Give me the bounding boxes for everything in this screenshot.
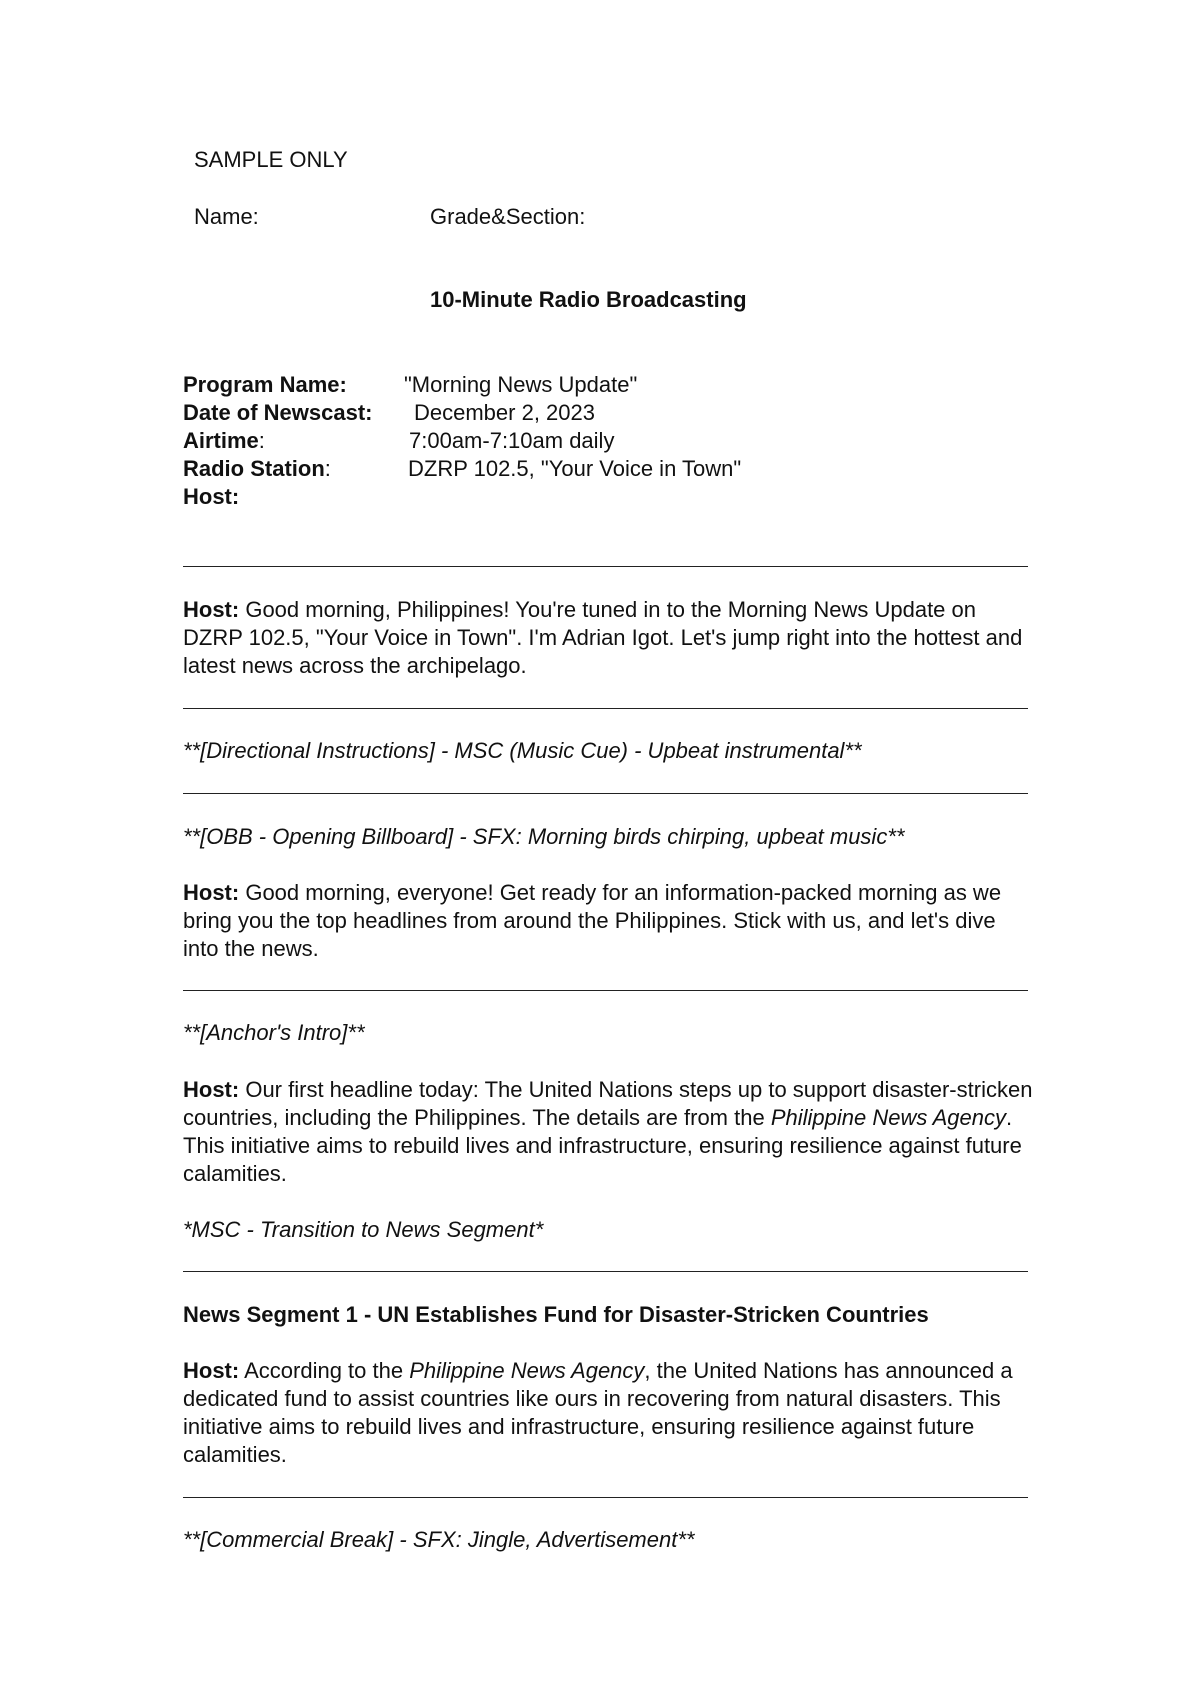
anchor-intro-cue: **[Anchor's Intro]** <box>183 1020 365 1045</box>
host-segment-paragraph <box>183 1357 1033 1469</box>
host-anchor-paragraph <box>183 1076 1033 1188</box>
radio-station-label: Radio Station <box>183 456 325 481</box>
airtime-row-label <box>183 427 265 455</box>
news-segment-title: News Segment 1 - UN Establishes Fund for Disaster-Stricken Countries <box>183 1302 929 1327</box>
airtime-label: Airtime <box>183 428 259 453</box>
grade-section-label: Grade&Section: <box>430 204 586 229</box>
airtime-colon: : <box>258 428 265 453</box>
divider <box>183 566 1028 567</box>
segment-text-part-1: According to the <box>239 1358 410 1383</box>
program-name-label: Program Name: <box>183 372 347 397</box>
source-agency-name: Philippine News Agency <box>770 1105 1007 1130</box>
host-speaker-label: Host: <box>183 1358 240 1383</box>
host-obb-text: Good morning, everyone! Get ready for an information-packed morning as we bring you the top headlines from around the Philippines. Stick with us, and let's dive into the news. <box>183 880 1002 961</box>
anchor-text-part-1: Our first headline today: The United Nations steps up to support disaster-stricken countries, including the Philippines. The details are from the <box>183 1077 1033 1130</box>
host-speaker-label: Host: <box>183 880 240 905</box>
date-of-newscast-label: Date of Newscast: <box>183 400 373 425</box>
divider <box>183 1497 1028 1498</box>
host-speaker-label: Host: <box>183 1077 240 1102</box>
program-name-value: "Morning News Update" <box>404 372 638 397</box>
commercial-break-cue: **[Commercial Break] - SFX: Jingle, Advertisement** <box>183 1527 695 1552</box>
date-of-newscast-value: December 2, 2023 <box>414 400 595 425</box>
opening-billboard-cue: **[OBB - Opening Billboard] - SFX: Morning birds chirping, upbeat music** <box>183 824 905 849</box>
segment-text-part-2: , the United Nations has announced a dedicated fund to assist countries like ours in recovering from natural disasters. This initiative aims to rebuild lives and infrastructure, ensuring resilience against future calamities. <box>183 1358 1013 1467</box>
divider <box>183 793 1028 794</box>
name-label: Name: <box>194 204 259 229</box>
radio-station-value: DZRP 102.5, "Your Voice in Town" <box>408 456 742 481</box>
transition-cue: *MSC - Transition to News Segment* <box>183 1217 544 1242</box>
divider <box>183 708 1028 709</box>
host-speaker-label: Host: <box>183 597 240 622</box>
radio-station-row-label <box>183 455 331 483</box>
directional-instructions-cue: **[Directional Instructions] - MSC (Music Cue) - Upbeat instrumental** <box>183 738 862 763</box>
host-obb-paragraph <box>183 879 1033 963</box>
divider <box>183 990 1028 991</box>
airtime-value: 7:00am-7:10am daily <box>409 428 615 453</box>
host-label: Host: <box>183 484 240 509</box>
anchor-text-part-2: . This initiative aims to rebuild lives and infrastructure, ensuring resilience against future calamities. <box>183 1105 1022 1186</box>
radio-station-colon: : <box>324 456 331 481</box>
host-intro-text: Good morning, Philippines! You're tuned in to the Morning News Update on DZRP 102.5, "Your Voice in Town". I'm Adrian Igot. Let's jump right into the hottest and latest news across the archipelago. <box>183 597 1023 678</box>
host-intro-paragraph <box>183 596 1033 680</box>
divider <box>183 1271 1028 1272</box>
document-title: 10-Minute Radio Broadcasting <box>430 287 747 312</box>
source-agency-name: Philippine News Agency <box>409 1358 645 1383</box>
sample-only-label: SAMPLE ONLY <box>194 147 348 172</box>
